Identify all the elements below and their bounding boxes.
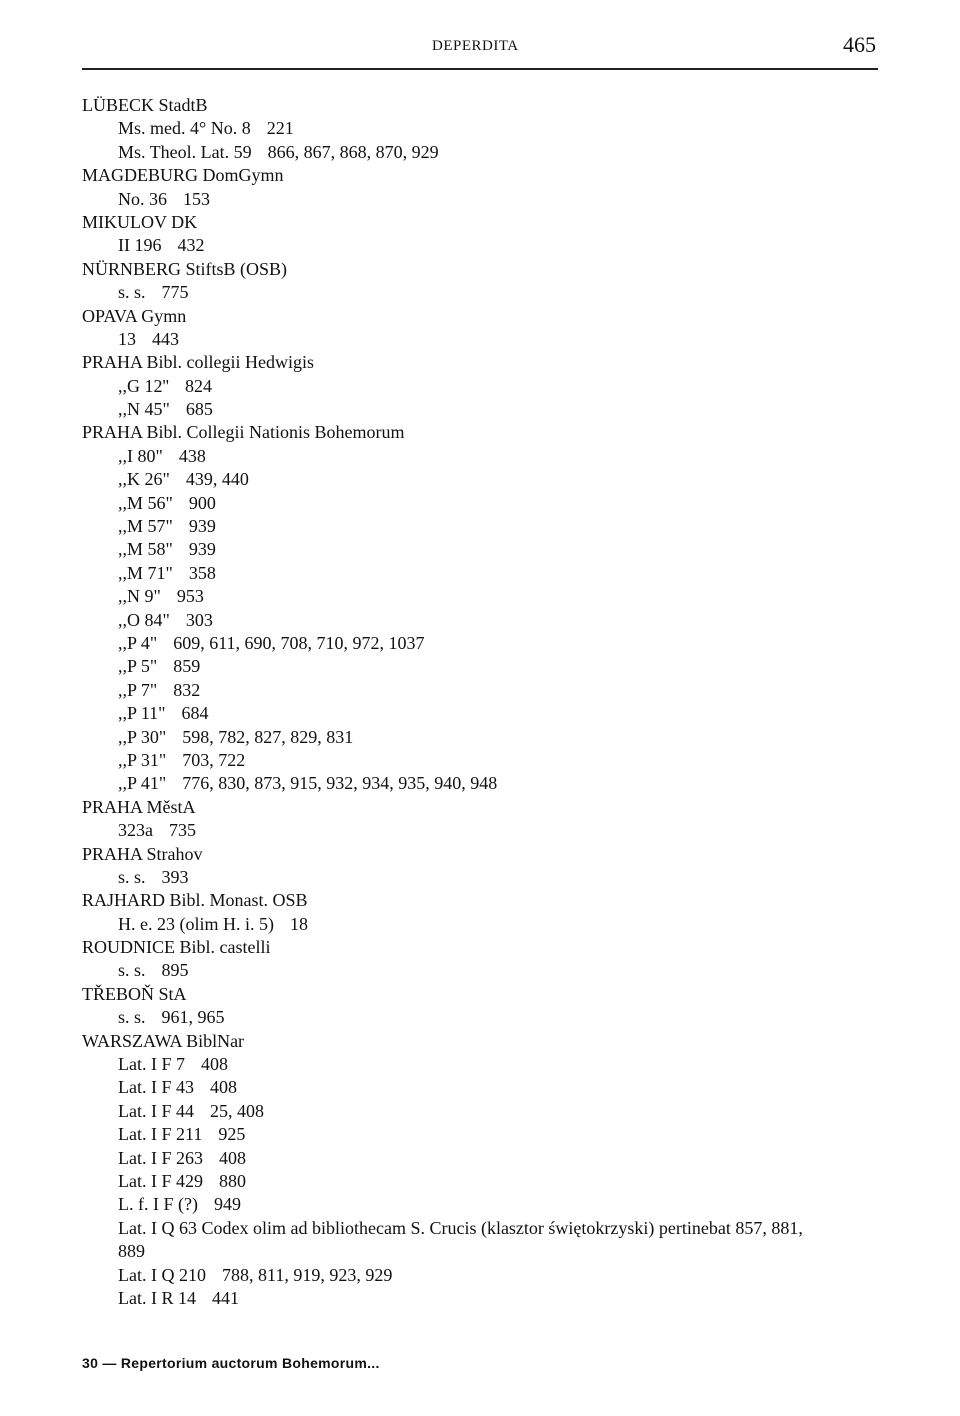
running-head-title: DEPERDITA: [432, 38, 519, 54]
entry-shelfmark: II 196: [118, 235, 162, 256]
entry-shelfmark: ,,P 41": [118, 773, 167, 794]
entry-references: 735: [169, 820, 196, 841]
entry-shelfmark: RAJHARD Bibl. Monast. OSB: [82, 890, 308, 911]
entry-shelfmark: 323a: [118, 820, 153, 841]
entry-shelfmark: Lat. I Q 63 Codex olim ad bibliothecam S. Crucis (klasztor świętokrzyski) pertinebat 857, 881,: [118, 1217, 803, 1238]
entry-references: 432: [177, 235, 205, 256]
entry-references: 221: [266, 118, 294, 139]
index-heading: [82, 164, 892, 187]
entry-shelfmark: TŘEBOŇ StA: [82, 983, 187, 1004]
entry-shelfmark: ,,N 9": [118, 586, 161, 607]
entry-shelfmark: Ms. med. 4° No. 8: [118, 118, 251, 139]
index-subentry: [82, 702, 892, 725]
entry-references: 895: [161, 960, 189, 981]
entry-references: 859: [173, 656, 201, 677]
entry-shelfmark: ,,P 4": [118, 632, 158, 653]
entry-references: 408: [210, 1077, 237, 1098]
header-rule: [82, 68, 878, 70]
entry-shelfmark: ,,M 58": [118, 539, 173, 560]
entry-references: 609, 611, 690, 708, 710, 972, 1037: [173, 632, 425, 653]
index-subentry: [82, 819, 892, 842]
entry-references: 925: [218, 1124, 246, 1145]
index-subentry: [82, 1053, 892, 1076]
entry-references: 953: [176, 586, 204, 607]
entry-shelfmark: ,,N 45": [118, 399, 170, 420]
index-subentry: [82, 1100, 892, 1123]
index-subentry: [82, 468, 892, 491]
entry-shelfmark: s. s.: [118, 866, 146, 887]
entry-references: 832: [173, 679, 201, 700]
index-heading: [82, 936, 892, 959]
index-subentry: [82, 281, 892, 304]
index-subentry: [82, 772, 892, 795]
index-heading: [82, 94, 892, 117]
entry-references: 358: [188, 562, 216, 583]
entry-shelfmark: 13: [118, 328, 136, 349]
entry-shelfmark: ,,M 71": [118, 562, 173, 583]
index-subentry: [82, 1123, 892, 1146]
entry-shelfmark: PRAHA Strahov: [82, 843, 203, 864]
entry-shelfmark: Lat. I F 211: [118, 1124, 203, 1145]
entry-references: 18: [289, 913, 308, 934]
index-subentry: [82, 1193, 892, 1216]
index-subentry: [82, 538, 892, 561]
entry-references: 703, 722: [182, 749, 246, 770]
entry-references: 439, 440: [185, 469, 249, 490]
index-heading: [82, 258, 892, 281]
index-subentry: [82, 1217, 892, 1264]
entry-references: 961, 965: [161, 1007, 225, 1028]
index-subentry: [82, 726, 892, 749]
entry-shelfmark: Lat. I F 429: [118, 1170, 203, 1191]
index-subentry: [82, 188, 892, 211]
entry-references: 598, 782, 827, 829, 831: [182, 726, 354, 747]
index-subentry: [82, 445, 892, 468]
entry-shelfmark: Lat. I F 44: [118, 1100, 194, 1121]
index-subentry: [82, 866, 892, 889]
entry-references: 775: [161, 282, 189, 303]
entry-shelfmark: ,,G 12'': [118, 375, 169, 396]
entry-references: 393: [161, 866, 189, 887]
index-subentry: [82, 1147, 892, 1170]
index-heading: [82, 305, 892, 328]
entry-shelfmark: MIKULOV DK: [82, 211, 198, 232]
entry-shelfmark: ,,O 84": [118, 609, 170, 630]
entry-shelfmark: Lat. I R 14: [118, 1287, 196, 1308]
index-heading: [82, 983, 892, 1006]
index-subentry: [82, 1076, 892, 1099]
index-heading: [82, 796, 892, 819]
entry-shelfmark: Lat. I F 263: [118, 1147, 203, 1168]
entry-shelfmark: Lat. I Q 210: [118, 1264, 206, 1285]
index-subentry: [82, 234, 892, 257]
entry-shelfmark: Lat. I F 7: [118, 1054, 185, 1075]
entry-shelfmark: ,,P 7": [118, 679, 158, 700]
entry-shelfmark: ,,K 26": [118, 469, 170, 490]
index-heading: [82, 421, 892, 444]
index-heading: [82, 1030, 892, 1053]
entry-continuation: 889: [118, 1241, 145, 1262]
index-subentry: [82, 1264, 892, 1287]
index-subentry: [82, 492, 892, 515]
entry-references: 25, 408: [210, 1100, 264, 1121]
index-heading: [82, 889, 892, 912]
footer-signature: 30 — Repertorium auctorum Bohemorum...: [82, 1355, 380, 1371]
entry-references: 824: [185, 375, 212, 396]
index-subentry: [82, 655, 892, 678]
entry-references: 900: [188, 492, 216, 513]
entry-references: 939: [188, 539, 216, 560]
index-subentry: [82, 749, 892, 772]
entry-references: 408: [219, 1147, 246, 1168]
entry-shelfmark: ,,P 30": [118, 726, 167, 747]
index-heading: [82, 211, 892, 234]
index-subentry: [82, 1287, 892, 1310]
entry-references: 776, 830, 873, 915, 932, 934, 935, 940, 948: [182, 773, 498, 794]
entry-references: 866, 867, 868, 870, 929: [267, 141, 439, 162]
index-subentry: [82, 328, 892, 351]
index-subentry: [82, 562, 892, 585]
entry-references: 684: [181, 703, 209, 724]
entry-references: 443: [152, 328, 179, 349]
index-heading: [82, 351, 892, 374]
entry-references: 949: [213, 1194, 241, 1215]
entry-shelfmark: ,,P 5": [118, 656, 158, 677]
entry-shelfmark: MAGDEBURG DomGymn: [82, 165, 284, 186]
entry-shelfmark: PRAHA MěstA: [82, 796, 196, 817]
index-subentry: [82, 913, 892, 936]
entry-references: 788, 811, 919, 923, 929: [221, 1264, 393, 1285]
entry-shelfmark: PRAHA Bibl. Collegii Nationis Bohemorum: [82, 422, 405, 443]
entry-shelfmark: ,,M 56": [118, 492, 173, 513]
entry-shelfmark: ,,I 80": [118, 445, 163, 466]
index-subentry: [82, 959, 892, 982]
entry-references: 153: [183, 188, 210, 209]
entry-references: 303: [185, 609, 213, 630]
index-subentry: [82, 585, 892, 608]
entry-shelfmark: No. 36: [118, 188, 167, 209]
entry-references: 880: [219, 1170, 246, 1191]
index-subentry: [82, 117, 892, 140]
entry-shelfmark: PRAHA Bibl. collegii Hedwigis: [82, 352, 315, 373]
index-subentry: [82, 609, 892, 632]
entry-shelfmark: ROUDNICE Bibl. castelli: [82, 937, 271, 958]
entry-shelfmark: ,,P 11": [118, 703, 166, 724]
index-subentry: [82, 398, 892, 421]
index-entry-list: [82, 94, 892, 1310]
entry-shelfmark: Ms. Theol. Lat. 59: [118, 141, 252, 162]
index-subentry: [82, 679, 892, 702]
entry-shelfmark: s. s.: [118, 282, 146, 303]
index-subentry: [82, 141, 892, 164]
entry-shelfmark: WARSZAWA BiblNar: [82, 1030, 245, 1051]
index-heading: [82, 843, 892, 866]
index-subentry: [82, 1170, 892, 1193]
entry-references: 408: [201, 1054, 228, 1075]
entry-references: 685: [185, 399, 213, 420]
entry-shelfmark: s. s.: [118, 1007, 146, 1028]
entry-shelfmark: s. s.: [118, 960, 146, 981]
index-subentry: [82, 632, 892, 655]
index-subentry: [82, 515, 892, 538]
entry-shelfmark: ,,M 57": [118, 516, 173, 537]
entry-shelfmark: LÜBECK StadtB: [82, 95, 208, 115]
entry-shelfmark: H. e. 23 (olim H. i. 5): [118, 913, 274, 934]
entry-references: 441: [212, 1287, 239, 1308]
entry-shelfmark: L. f. I F (?): [118, 1194, 198, 1215]
entry-shelfmark: Lat. I F 43: [118, 1077, 194, 1098]
index-subentry: [82, 1006, 892, 1029]
entry-shelfmark: NÜRNBERG StiftsB (OSB): [82, 258, 288, 279]
running-head: [80, 32, 876, 64]
index-subentry: [82, 375, 892, 398]
entry-shelfmark: OPAVA Gymn: [82, 305, 187, 326]
entry-references: 939: [188, 516, 216, 537]
page-number: 465: [843, 32, 876, 57]
entry-references: 438: [178, 445, 206, 466]
entry-shelfmark: ,,P 31": [118, 749, 167, 770]
